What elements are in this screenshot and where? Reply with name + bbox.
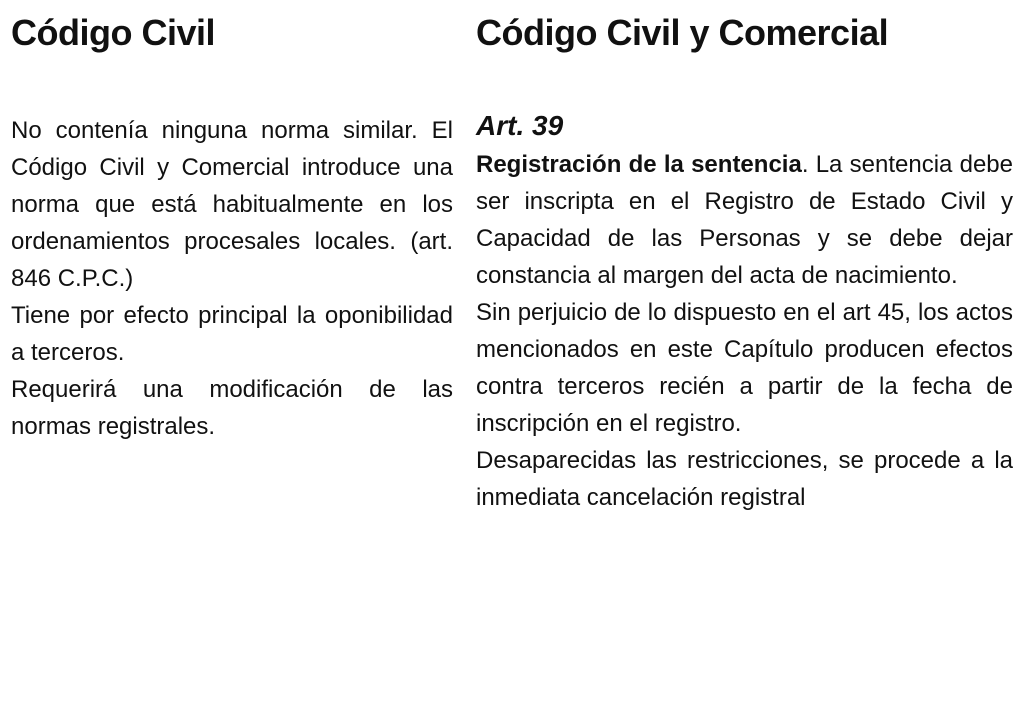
article-title: Registración de la sentencia (476, 151, 802, 178)
left-column (11, 12, 453, 445)
left-paragraph-2: Tiene por efecto principal la oponibilidad a terceros. (11, 302, 453, 366)
right-paragraph-1 (476, 146, 1013, 294)
left-body (11, 112, 453, 445)
right-title: Código Civil y Comercial (476, 12, 889, 53)
article-text: . La sentencia debe ser inscripta en el Registro de Estado Civil y Capacidad de las Personas y se debe dejar constancia al margen del acta de nacimiento. (476, 151, 1013, 289)
article-number: Art. 39 (476, 110, 564, 141)
left-paragraph-3: Requerirá una modificación de las normas registrales. (11, 376, 453, 440)
left-title: Código Civil (11, 12, 215, 53)
right-column (476, 12, 1013, 516)
right-paragraph-3: Desaparecidas las restricciones, se procede a la inmediata cancelación registral (476, 447, 1013, 511)
right-paragraph-2: Sin perjuicio de lo dispuesto en el art 45, los actos mencionados en este Capítulo producen efectos contra terceros recién a partir de la fecha de inscripción en el registro. (476, 299, 1013, 437)
left-paragraph-1: No contenía ninguna norma similar. El Código Civil y Comercial introduce una norma que está habitualmente en los ordenamientos procesales locales. (art. 846 C.P.C.) (11, 117, 453, 292)
right-body (476, 146, 1013, 516)
